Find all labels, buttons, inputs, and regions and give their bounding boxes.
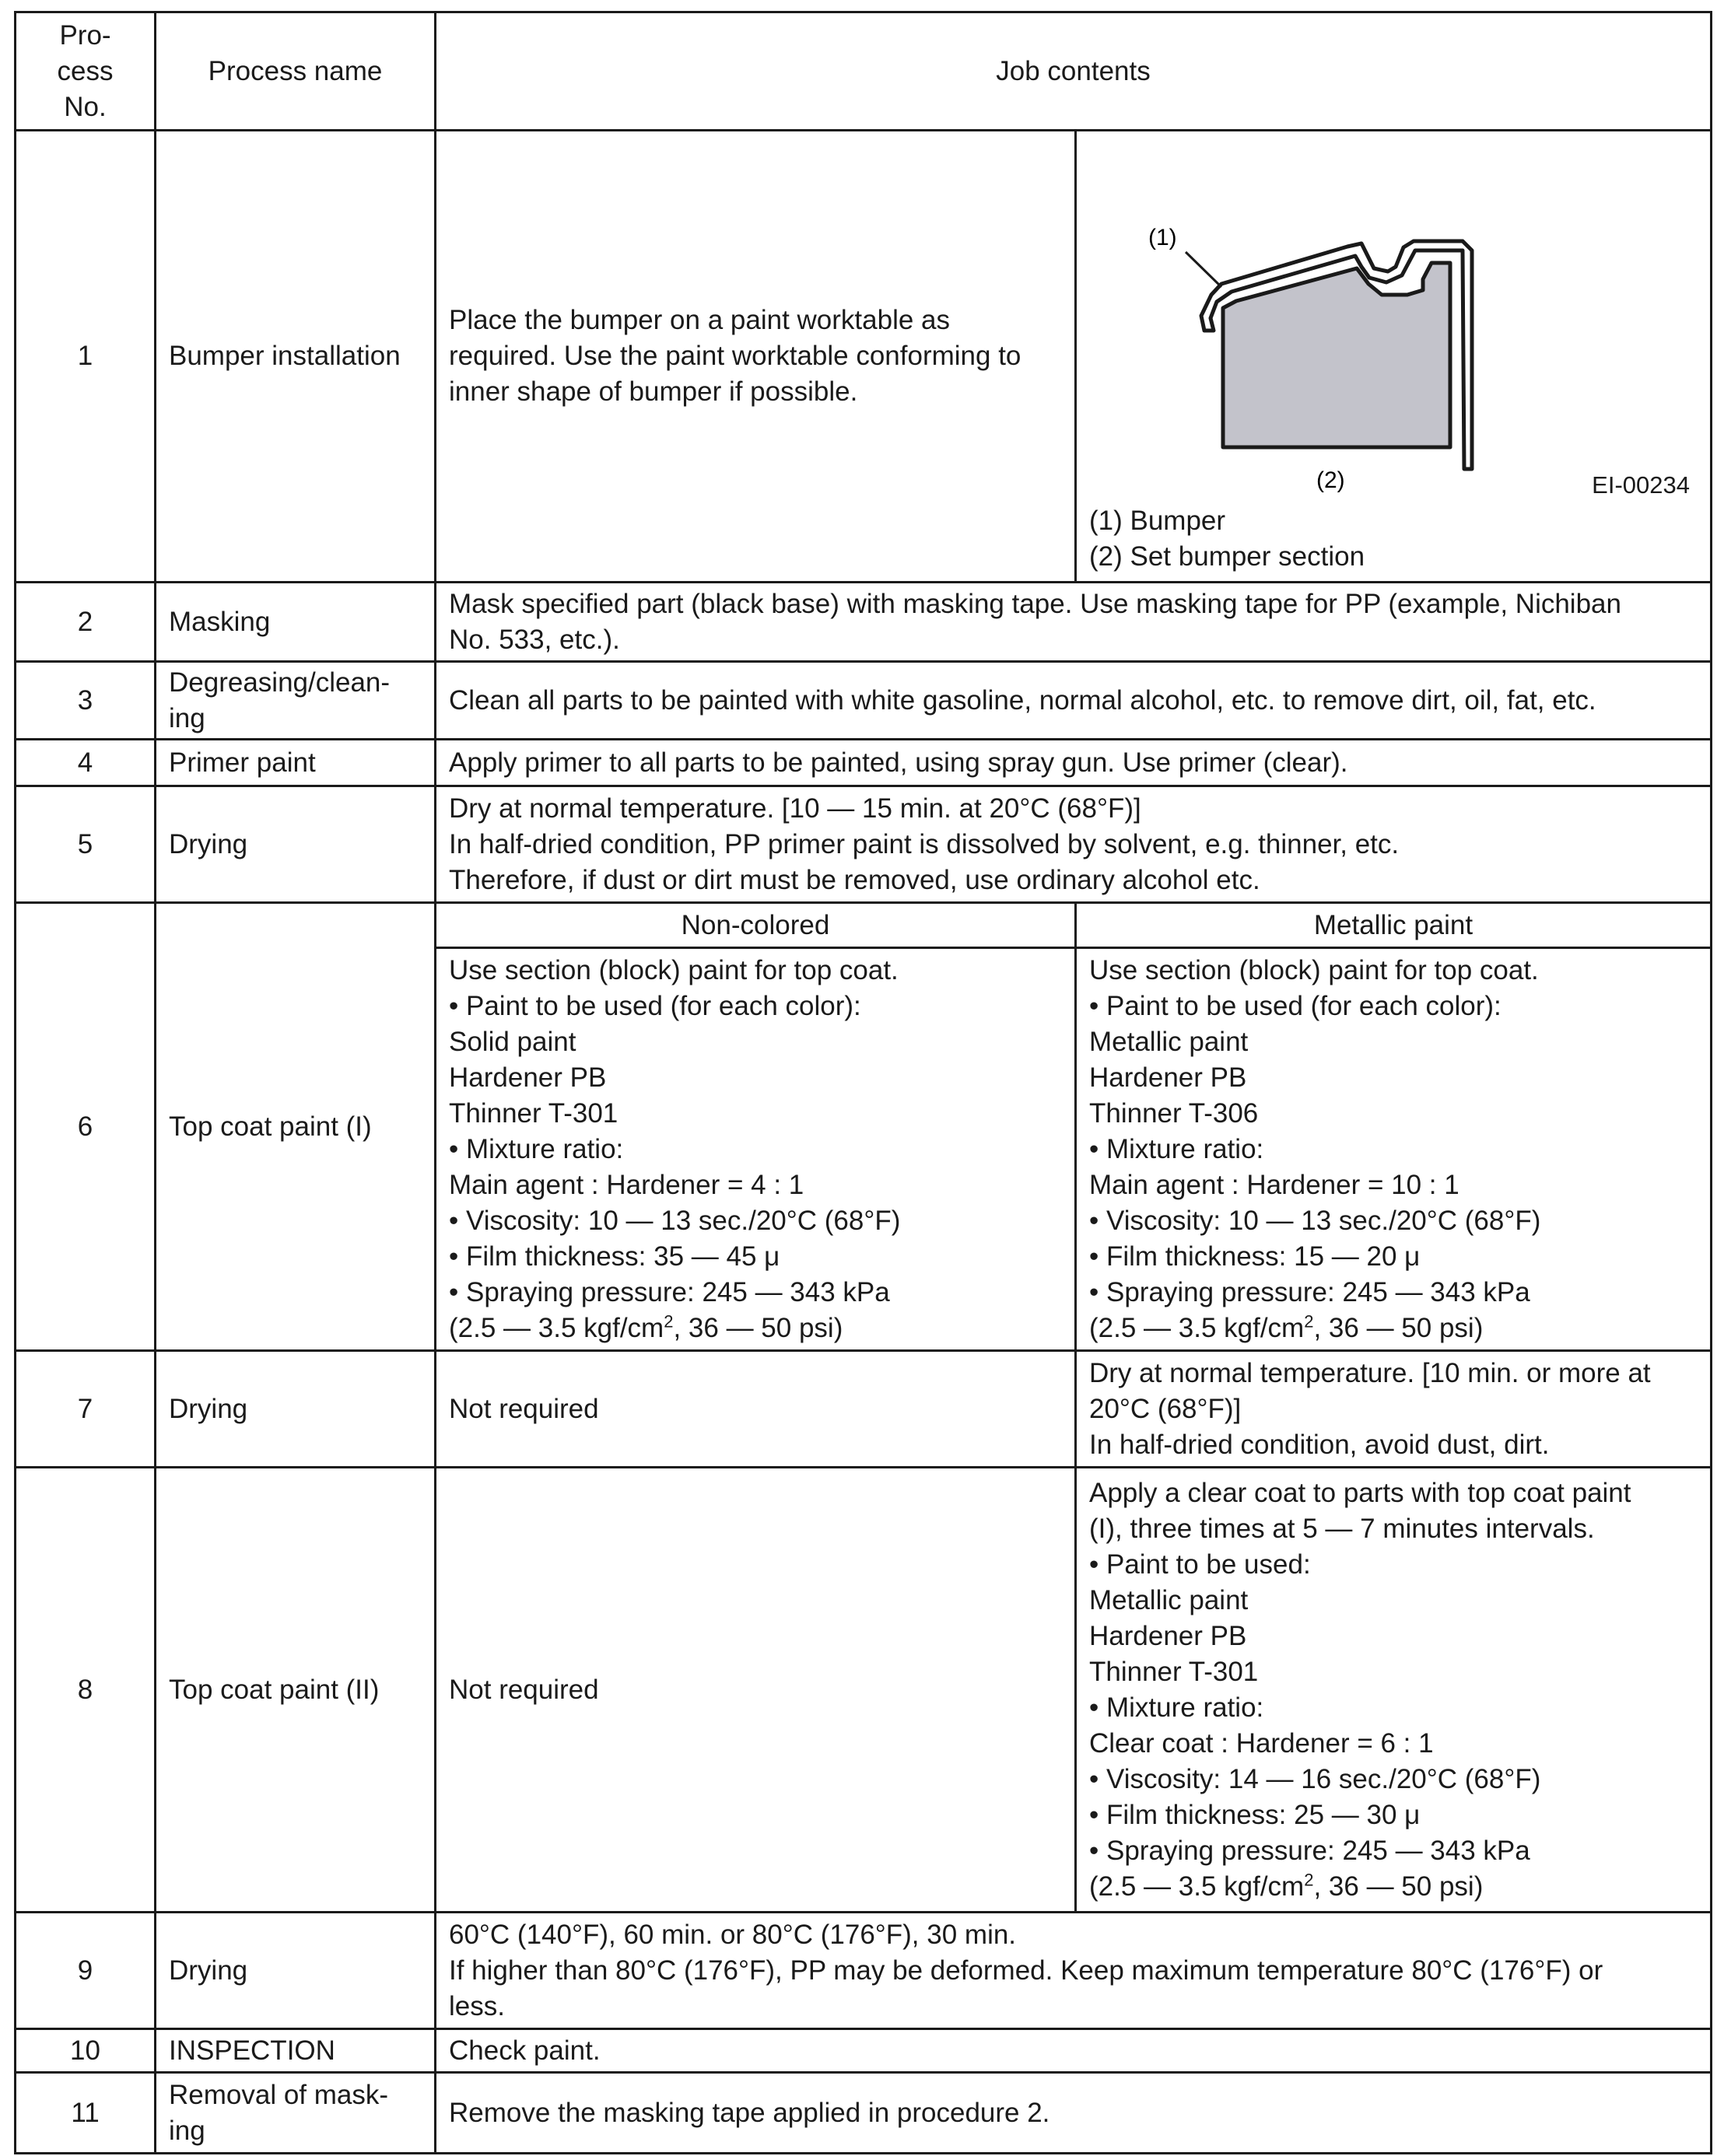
- table-row: [16, 786, 1712, 903]
- process-name: Masking: [156, 583, 436, 662]
- process-name: Top coat paint (II): [156, 1468, 436, 1913]
- header-row: [16, 12, 1712, 131]
- job-contents: Remove the masking tape applied in procedure 2.: [436, 2073, 1712, 2154]
- process-no: 3: [16, 662, 156, 740]
- metallic-contents: Apply a clear coat to parts with top coat paint (I), three times at 5 — 7 minutes intervals. • Paint to be used: Metallic paint Hardener PB Thinner T-301 • Mixture ratio: Clear coat : Hardener = 6 : 1 • Viscosity: 14 — 16 sec./20°C (68°F) • Film thickness: 25 — 30 μ • Spraying pressure: 245 — 343 kPa (2.5 — 3.5 kgf/$cm^2$, 36 — 50 psi): [1076, 1468, 1712, 1913]
- callout-1-label: (1): [1148, 225, 1177, 250]
- callout-leader-line: [1186, 252, 1221, 287]
- process-no: 9: [16, 1913, 156, 2029]
- process-no: 8: [16, 1468, 156, 1913]
- process-name: Bumper installation: [156, 131, 436, 583]
- header-process-no: Pro- cess No.: [16, 12, 156, 131]
- job-contents: Place the bumper on a paint worktable as required. Use the paint worktable conforming to inner shape of bumper if possible.: [436, 131, 1076, 583]
- figure-id: EI-00234: [1592, 471, 1690, 499]
- callout-2-label: (2): [1316, 467, 1345, 493]
- process-name: Primer paint: [156, 740, 436, 786]
- process-table: [14, 11, 1712, 2154]
- process-name: Top coat paint (I): [156, 903, 436, 1351]
- table-row: [16, 740, 1712, 786]
- job-contents: Check paint.: [436, 2029, 1712, 2073]
- job-contents: Mask specified part (black base) with masking tape. Use masking tape for PP (example, Nichiban No. 533, etc.).: [436, 583, 1712, 662]
- process-name: Drying: [156, 1913, 436, 2029]
- job-contents: Dry at normal temperature. [10 — 15 min. at 20°C (68°F)] In half-dried condition, PP primer paint is dissolved by solvent, e.g. thinner, etc. Therefore, if dust or dirt must be removed, use ordinary alcohol etc.: [436, 786, 1712, 903]
- process-no: 1: [16, 131, 156, 583]
- process-no: 7: [16, 1351, 156, 1468]
- table-row: [16, 1468, 1712, 1913]
- table-row: [16, 583, 1712, 662]
- figure-legend: [1089, 503, 1365, 575]
- job-contents: Apply primer to all parts to be painted, using spray gun. Use primer (clear).: [436, 740, 1712, 786]
- non-colored-contents: Not required: [436, 1468, 1076, 1913]
- table-row: [16, 662, 1712, 740]
- process-no: 6: [16, 903, 156, 1351]
- table-row: [16, 2073, 1712, 2154]
- process-no: 11: [16, 2073, 156, 2154]
- non-colored-contents: Use section (block) paint for top coat. • Paint to be used (for each color): Solid paint Hardener PB Thinner T-301 • Mixture ratio: Main agent : Hardener = 4 : 1 • Viscosity: 10 — 13 sec./20°C (68°F) • Film thickness: 35 — 45 μ • Spraying pressure: 245 — 343 kPa (2.5 — 3.5 kgf/$cm^2$, 36 — 50 psi): [436, 948, 1076, 1351]
- set-bumper-section-shape: [1223, 263, 1450, 447]
- legend-item: (2) Set bumper section: [1089, 541, 1365, 572]
- process-name: INSPECTION: [156, 2029, 436, 2073]
- table-row: [16, 1913, 1712, 2029]
- bumper-figure-cell: [1076, 131, 1712, 583]
- table-row: [16, 1351, 1712, 1468]
- non-colored-contents: Not required: [436, 1351, 1076, 1468]
- legend-item: (1) Bumper: [1089, 506, 1226, 536]
- job-contents: 60°C (140°F), 60 min. or 80°C (176°F), 30 min. If higher than 80°C (176°F), PP may be deformed. Keep maximum temperature 80°C (176°F) or less.: [436, 1913, 1712, 2029]
- metallic-contents: Dry at normal temperature. [10 min. or more at 20°C (68°F)] In half-dried condition, avoid dust, dirt.: [1076, 1351, 1712, 1468]
- process-name: Drying: [156, 1351, 436, 1468]
- process-name: Degreasing/clean- ing: [156, 662, 436, 740]
- bumper-section-diagram: [1077, 131, 1712, 497]
- column-non-colored: Non-colored: [436, 903, 1076, 948]
- metallic-contents: Use section (block) paint for top coat. • Paint to be used (for each color): Metallic paint Hardener PB Thinner T-306 • Mixture ratio: Main agent : Hardener = 10 : 1 • Viscosity: 10 — 13 sec./20°C (68°F) • Film thickness: 15 — 20 μ • Spraying pressure: 245 — 343 kPa (2.5 — 3.5 kgf/$cm^2$, 36 — 50 psi): [1076, 948, 1712, 1351]
- process-no: 10: [16, 2029, 156, 2073]
- process-name: Removal of mask- ing: [156, 2073, 436, 2154]
- header-job-contents: Job contents: [436, 12, 1712, 131]
- column-metallic-paint: Metallic paint: [1076, 903, 1712, 948]
- table-row: [16, 903, 1712, 948]
- table-row: [16, 131, 1712, 583]
- table-row: [16, 2029, 1712, 2073]
- process-name: Drying: [156, 786, 436, 903]
- process-no: 5: [16, 786, 156, 903]
- process-no: 4: [16, 740, 156, 786]
- process-no: 2: [16, 583, 156, 662]
- job-contents: Clean all parts to be painted with white gasoline, normal alcohol, etc. to remove dirt, oil, fat, etc.: [436, 662, 1712, 740]
- header-process-name: Process name: [156, 12, 436, 131]
